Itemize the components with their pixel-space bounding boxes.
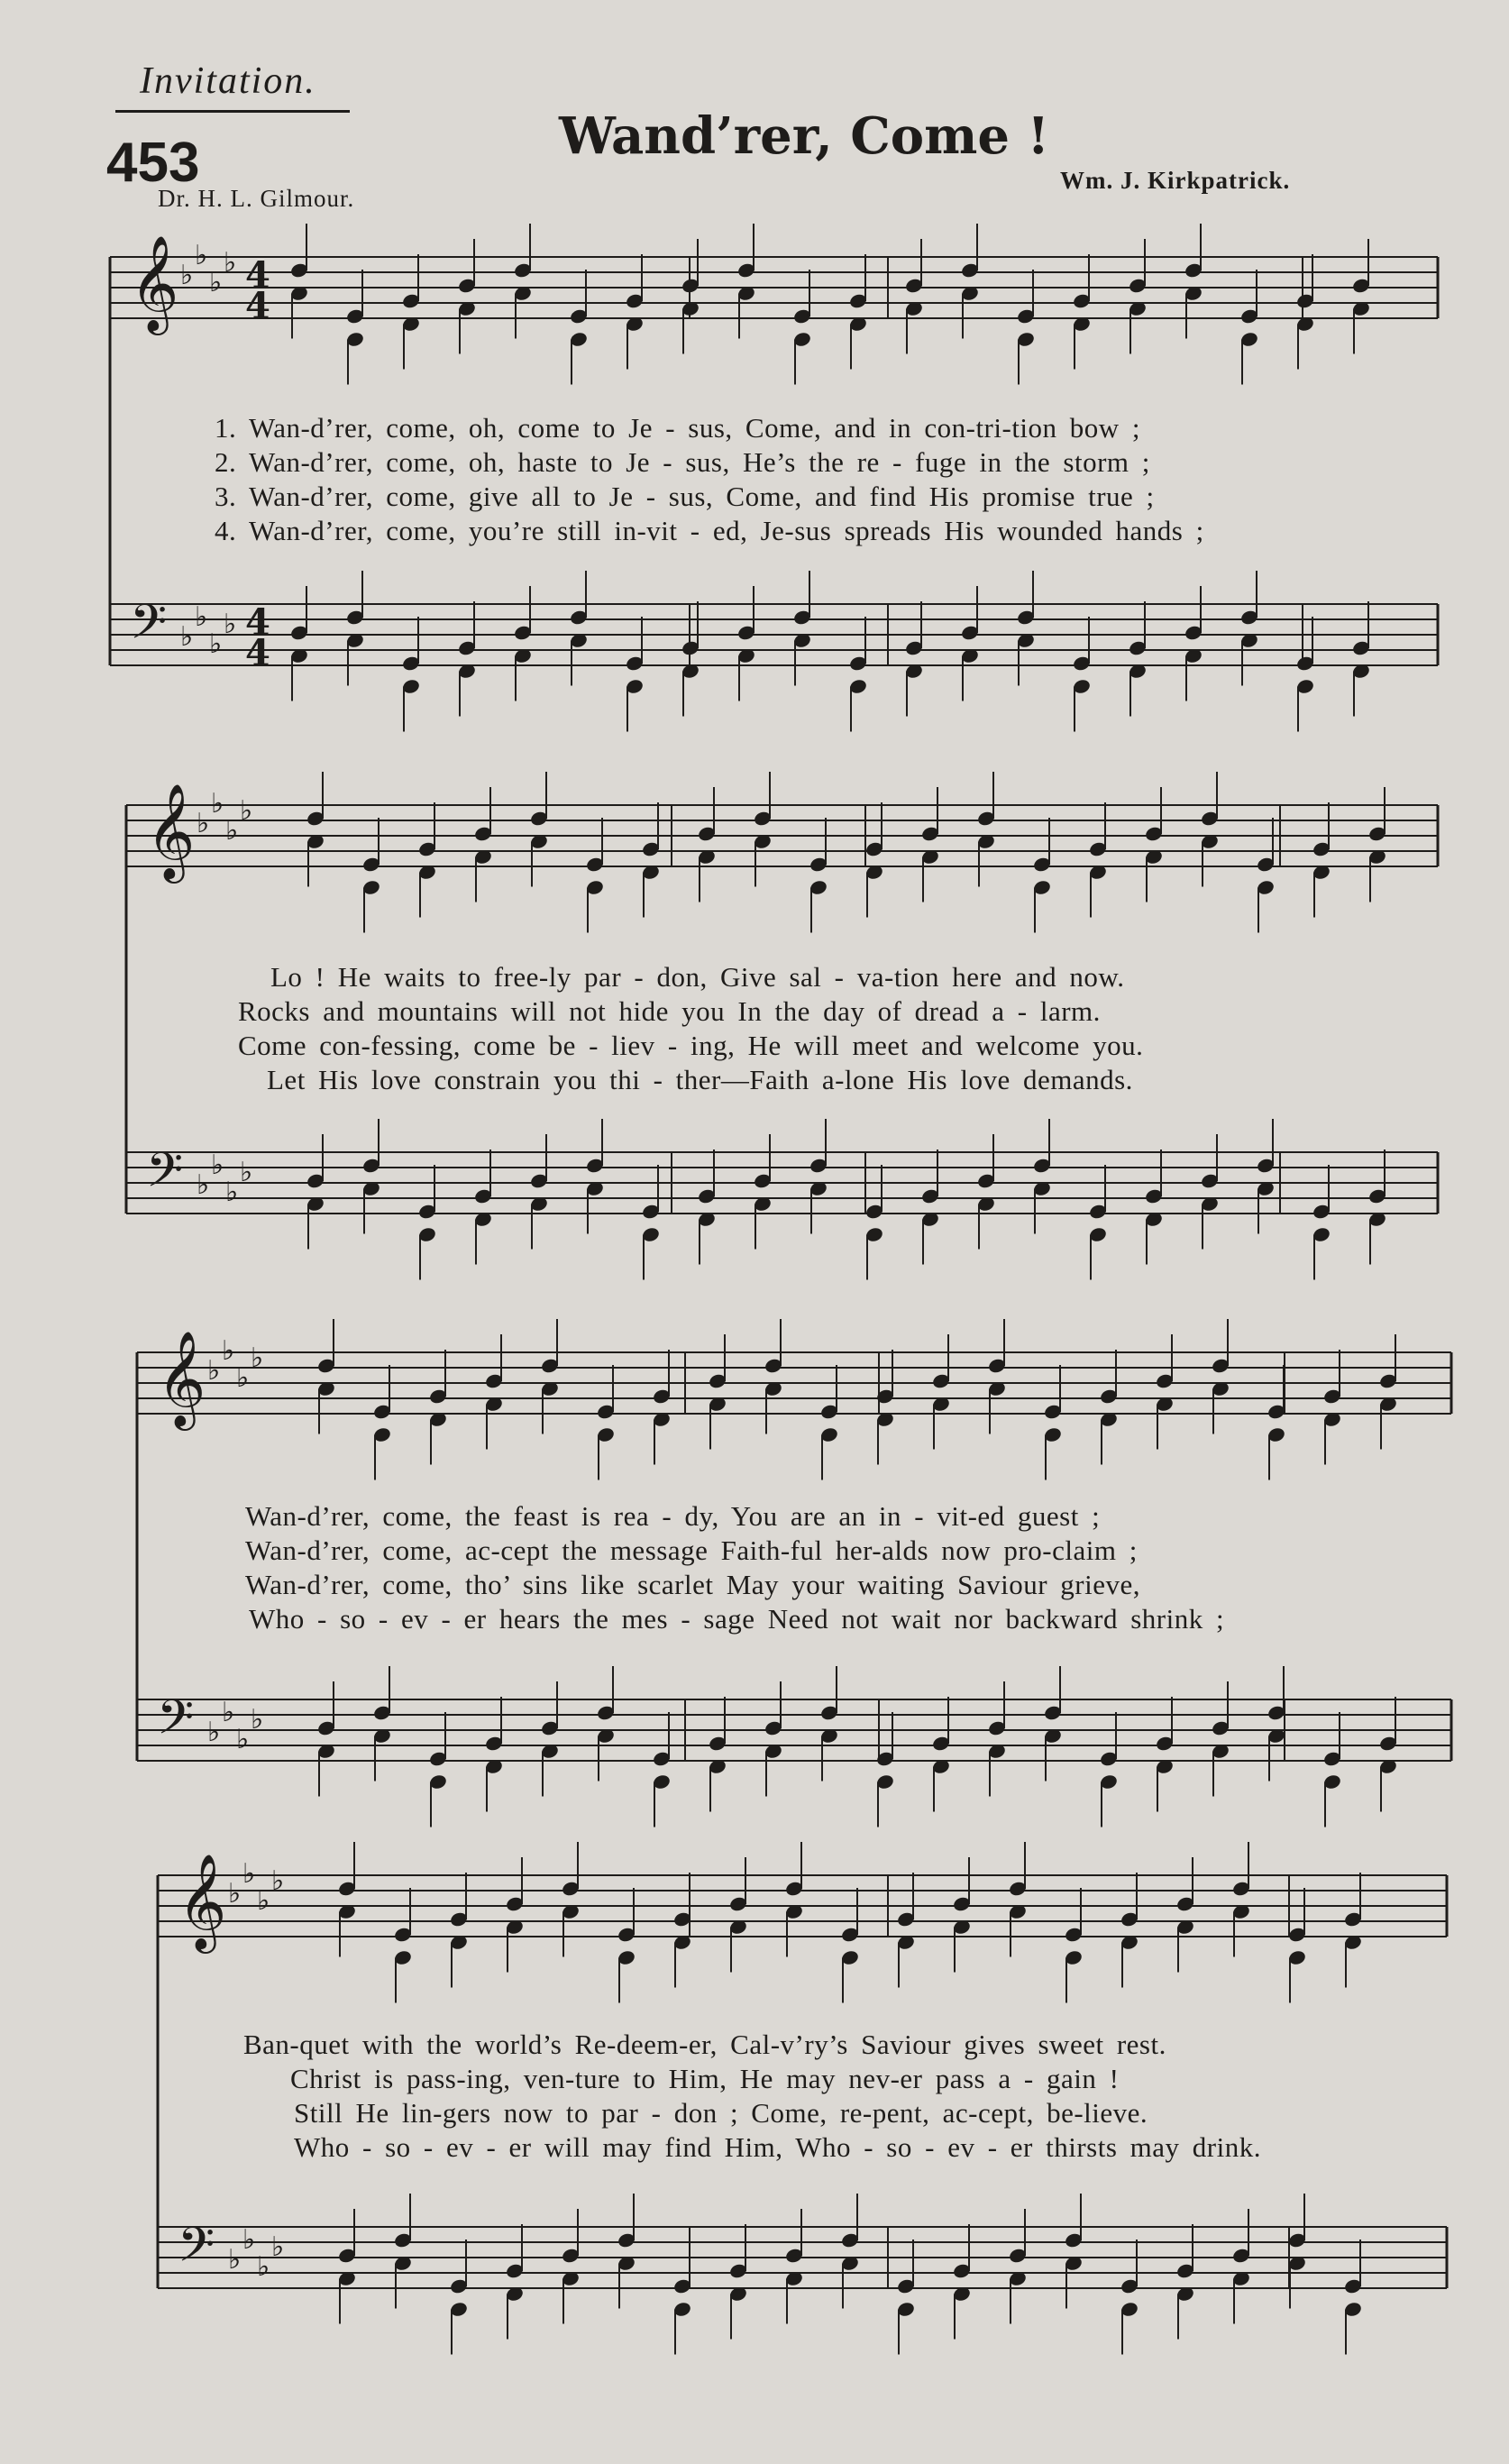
flat-sign: ♭ [180,621,194,653]
flat-sign: ♭ [240,1157,253,1188]
treble-clef: 𝄞 [178,1853,227,1949]
flat-sign: ♭ [225,815,239,847]
flat-sign: ♭ [222,1697,235,1728]
flat-sign: ♭ [257,1885,270,1917]
lyric-line: 3. Wan-d’rer, come, give all to Je - sus, Come, and find His promise true ; [215,481,1155,512]
time-signature-bottom: 4 [245,632,270,674]
flat-sign: ♭ [209,267,223,298]
lyric-line: Still He lin-gers now to par - don ; Come, re-pent, ac-cept, be-lieve. [294,2097,1148,2129]
lyric-line: 2. Wan-d’rer, come, oh, haste to Je - sus, He’s the re - fuge in the storm ; [215,446,1150,478]
flat-sign: ♭ [195,601,208,633]
flat-sign: ♭ [222,1335,235,1367]
lyric-line: Lo ! He waits to free-ly par - don, Give sal - va-tion here and now. [270,961,1125,993]
flat-sign: ♭ [209,628,223,660]
lyric-line: 1. Wan-d’rer, come, oh, come to Je - sus, Come, and in con-tri-tion bow ; [215,412,1141,444]
flat-sign: ♭ [180,260,194,291]
bass-clef: 𝄢 [146,1143,184,1210]
treble-clef: 𝄞 [157,1330,206,1426]
lyric-line: Christ is pass-ing, ven-ture to Him, He may nev-er pass a - gain ! [290,2063,1120,2094]
flat-sign: ♭ [257,2251,270,2283]
flat-sign: ♭ [224,247,237,279]
treble-clef: 𝄞 [130,234,179,331]
flat-sign: ♭ [242,2224,256,2256]
time-signature-top: 4 [245,254,270,297]
time-signature-top: 4 [245,601,270,644]
flat-sign: ♭ [211,788,224,820]
hymn-number: 453 [106,132,200,194]
flat-sign: ♭ [211,1150,224,1181]
composer-credit: Wm. J. Kirkpatrick. [1060,167,1291,194]
lyric-line: Come con-fessing, come be - liev - ing, He will meet and welcome you. [238,1030,1144,1061]
lyric-line: Who - so - ev - er will may find Him, Who - so - ev - er thirsts may drink. [294,2131,1261,2163]
lyric-line: Who - so - ev - er hears the mes - sage Need not wait nor backward shrink ; [249,1603,1225,1635]
bass-clef: 𝄢 [130,595,168,662]
category-heading: Invitation. [140,60,316,102]
bass-clef: 𝄢 [157,1690,195,1757]
time-signature-bottom: 4 [245,285,270,327]
bass-clef: 𝄢 [178,2218,215,2285]
flat-sign: ♭ [242,1858,256,1890]
lyric-line: Let His love constrain you thi - ther—Faith a-lone His love demands. [267,1064,1133,1095]
flat-sign: ♭ [240,795,253,827]
flat-sign: ♭ [224,609,237,640]
lyricist-credit: Dr. H. L. Gilmour. [158,185,355,212]
lyric-line: 4. Wan-d’rer, come, you’re still in-vit - ed, Je-sus spreads His wounded hands ; [215,515,1204,546]
flat-sign: ♭ [197,1169,210,1201]
flat-sign: ♭ [271,2231,285,2263]
flat-sign: ♭ [197,808,210,839]
lyric-line: Wan-d’rer, come, ac-cept the message Faith-ful her-alds now pro-claim ; [245,1534,1138,1566]
flat-sign: ♭ [236,1724,250,1755]
flat-sign: ♭ [271,1865,285,1897]
lyric-line: Wan-d’rer, come, the feast is rea - dy, You are an in - vit-ed guest ; [245,1500,1101,1532]
lyric-line: Ban-quet with the world’s Re-deem-er, Cal-v’ry’s Saviour gives sweet rest. [243,2029,1166,2060]
flat-sign: ♭ [251,1342,264,1374]
flat-sign: ♭ [207,1717,221,1748]
flat-sign: ♭ [228,2244,242,2276]
flat-sign: ♭ [236,1362,250,1394]
flat-sign: ♭ [251,1704,264,1736]
lyric-line: Rocks and mountains will not hide you In the day of dread a - larm. [238,995,1101,1027]
flat-sign: ♭ [225,1177,239,1208]
flat-sign: ♭ [195,240,208,271]
flat-sign: ♭ [228,1878,242,1910]
treble-clef: 𝄞 [146,783,196,879]
lyric-line: Wan-d’rer, come, tho’ sins like scarlet May your waiting Saviour grieve, [245,1569,1141,1600]
hymn-title: Wand’rer, Come ! [559,106,1050,166]
flat-sign: ♭ [207,1355,221,1387]
